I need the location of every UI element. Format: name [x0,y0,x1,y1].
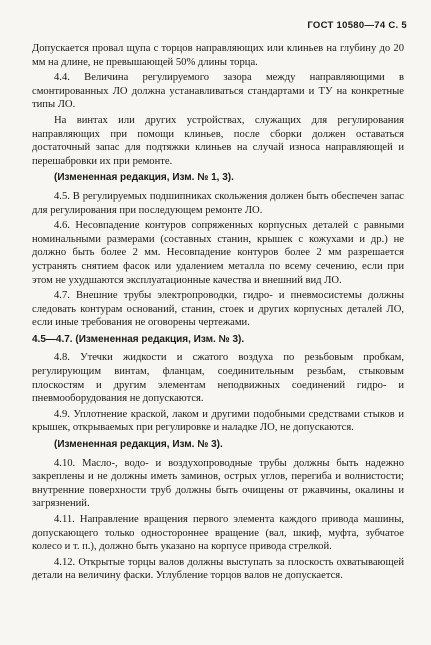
paragraph-4-4: 4.4. Величина регулируемого зазора между направляющими в смонтированных ЛО должна устанавливаться стандартами и ТУ на конкретные типы ЛО. [32,72,404,111]
paragraph-screws-wedges: На винтах или других устройствах, служащих для регулирования направляющих при помощи клиньев, после сборки должен оставаться достаточный запас для подтяжки клиньев на случай износа направляющей и перешабровки их при ремонте. [32,114,404,167]
paragraph-4-5: 4.5. В регулируемых подшипниках скольжения должен быть обеспечен запас для регулирования при последующем ремонте ЛО. [32,190,404,216]
paragraph-4-12: 4.12. Открытые торцы валов должны выступать за плоскость охватывающей детали на величину фаски. Углубление торцов валов не допускается. [32,556,404,582]
document-body [32,42,404,585]
paragraph-4-10: 4.10. Масло-, водо- и воздухопроводные трубы должны быть надежно закреплены и не должны иметь заминов, острых углов, перегиба и волнистости; внутренние поверхности труб должны быть очищены от ржавчины, окалины и загрязнений. [32,457,404,510]
paragraph-4-8: 4.8. Утечки жидкости и сжатого воздуха по резьбовым пробкам, регулирующим винтам, фланцам, соединительным резьбам, стыковым плоскостям и другим элементам неподвижных соединений гидро- и пневмооборудования не допускаются. [32,352,404,405]
revision-note: (Измененная редакция, Изм. № 3). [54,439,223,451]
page-header: ГОСТ 10580—74 С. 5 [307,20,407,31]
paragraph-4-11: 4.11. Направление вращения первого элемента каждого привода машины, допускающего только одностороннее вращение (вал, шкиф, муфта, зубчатое колесо и т. п.), должно быть указано на корпусе привода стрелкой. [32,514,404,553]
revision-note: (Измененная редакция, Изм. № 1, 3). [54,172,234,184]
paragraph-4-6: 4.6. Несовпадение контуров сопряженных корпусных деталей с равными номинальными размерами (составных станин, крышек с кожухами и др.) не должно быть более 2 мм. Несовпадение контуров более 2 мм разрешается устранять снятием фасок или удалением металла по всему сечению, если при этом не ухудшаются эксплуатационные качества и внешний вид ЛО. [32,220,404,286]
paragraph-tolerance-probe: Допускается провал щупа с торцов направляющих или клиньев на глубину до 20 мм на длине, не превышающей 50% длины торца. [32,43,404,68]
paragraph-4-9: 4.9. Уплотнение краской, лаком и другими подобными средствами стыков и крышек, открываемых при регулировке и наладке ЛО, не допускаются. [32,408,404,434]
paragraph-4-7: 4.7. Внешние трубы электропроводки, гидро- и пневмосистемы должны следовать контурам оснований, станин, стоек и других корпусных деталей ЛО, если иные требования не оговорены чертежами. [32,290,404,329]
revision-note: 4.5—4.7. (Измененная редакция, Изм. № 3). [32,333,245,345]
